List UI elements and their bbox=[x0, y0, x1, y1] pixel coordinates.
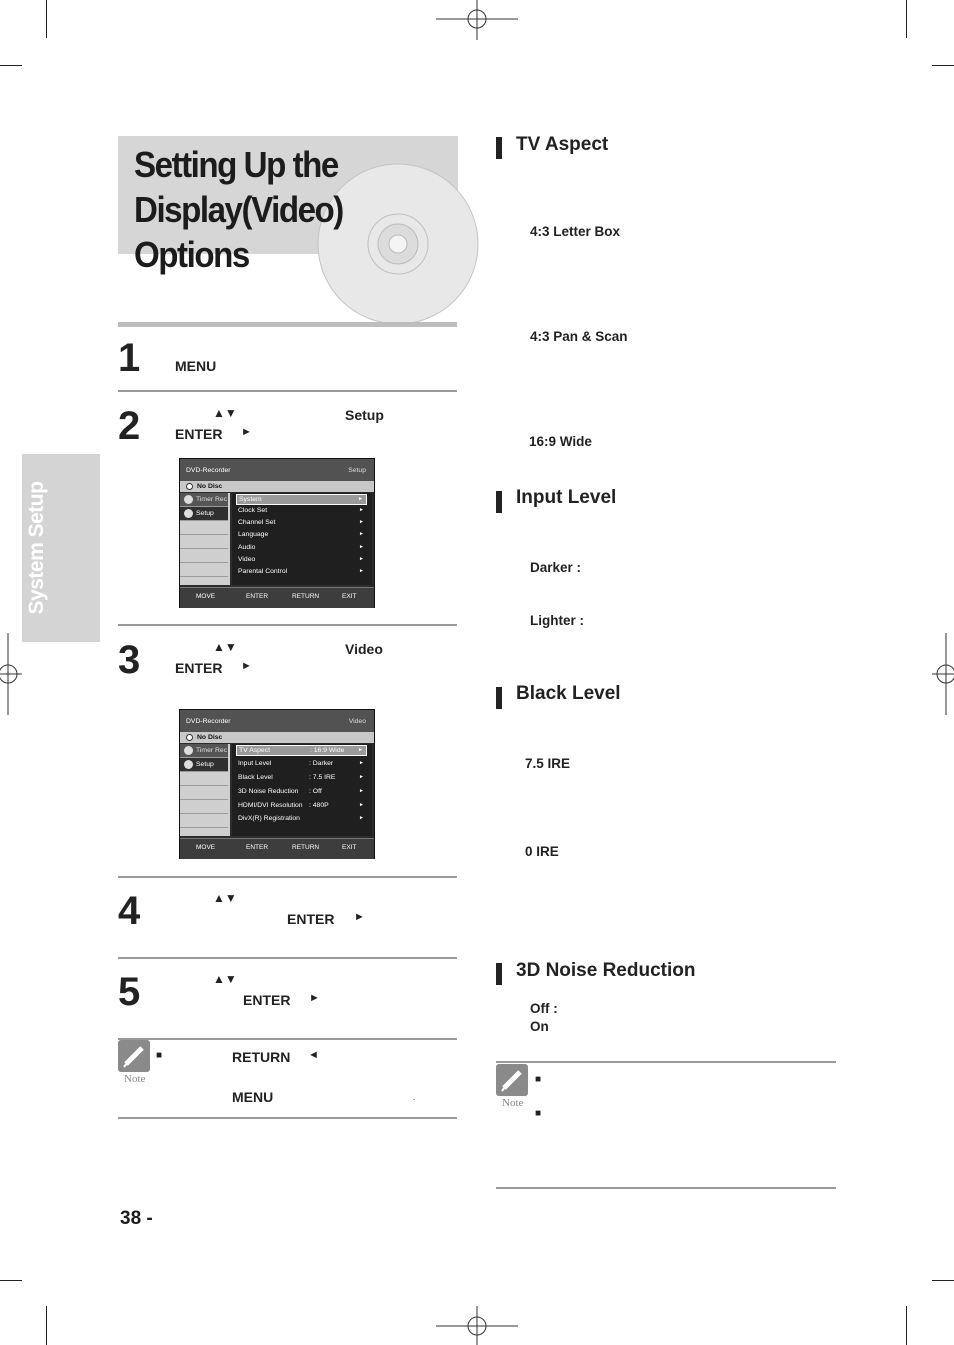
osd-left-column bbox=[180, 744, 230, 836]
osd-header bbox=[180, 459, 374, 481]
disc-icon bbox=[186, 483, 193, 490]
step-number: 4 bbox=[118, 889, 141, 933]
step-target: Video bbox=[345, 641, 383, 657]
side-tab-label: System Setup bbox=[25, 481, 48, 615]
bullet-icon: ■ bbox=[535, 1108, 542, 1119]
section-bar bbox=[496, 687, 502, 709]
clock-icon bbox=[184, 495, 193, 504]
note-pencil-icon bbox=[118, 1040, 150, 1072]
osd-footer-return: RETURN bbox=[292, 844, 320, 851]
osd-item-system[interactable]: System ► bbox=[236, 494, 367, 505]
divider bbox=[118, 876, 457, 878]
osd-nav-setup[interactable]: Setup bbox=[180, 507, 228, 521]
registration-mark-right bbox=[932, 633, 954, 715]
section-title-black-level: Black Level bbox=[516, 683, 621, 704]
section-title-noise-reduction: 3D Noise Reduction bbox=[516, 960, 696, 981]
osd-item-video[interactable]: Video ► bbox=[238, 556, 364, 563]
note-key-menu: MENU bbox=[232, 1089, 274, 1105]
page-title bbox=[134, 142, 438, 277]
option-0-ire: 0 IRE bbox=[525, 844, 559, 859]
crop-mark bbox=[906, 1306, 907, 1345]
note-period: . bbox=[413, 1093, 416, 1102]
osd-nav-empty bbox=[180, 786, 228, 800]
divider bbox=[118, 957, 457, 959]
option-wide: 16:9 Wide bbox=[529, 434, 592, 449]
osd-footer-enter: ENTER bbox=[246, 844, 269, 851]
left-arrow-icon: ◄ bbox=[308, 1049, 319, 1061]
osd-brand: DVD-Recorder bbox=[186, 718, 231, 725]
osd-item-3d-noise-reduction[interactable]: 3D Noise Reduction : Off ► bbox=[238, 788, 364, 795]
divider bbox=[118, 1117, 457, 1119]
step-target: Setup bbox=[345, 407, 384, 423]
step-key: ENTER bbox=[287, 911, 335, 927]
divider bbox=[496, 1061, 836, 1063]
step-key: ENTER bbox=[175, 660, 223, 676]
osd-header bbox=[180, 710, 374, 732]
right-arrow-icon: ► bbox=[241, 426, 252, 438]
step-number: 5 bbox=[118, 970, 141, 1014]
osd-item-language[interactable]: Language ► bbox=[238, 531, 364, 538]
osd-footer-exit: EXIT bbox=[342, 844, 357, 851]
osd-footer-enter: ENTER bbox=[246, 593, 269, 600]
step-key: ENTER bbox=[175, 426, 223, 442]
osd-menu bbox=[232, 493, 372, 585]
section-bar bbox=[496, 491, 502, 513]
title-line-2: Display(Video) Options bbox=[134, 189, 343, 275]
step-key: MENU bbox=[175, 358, 217, 374]
up-down-arrows-icon: ▲▼ bbox=[213, 891, 237, 905]
osd-item-audio[interactable]: Audio ► bbox=[238, 544, 364, 551]
bullet-icon: ■ bbox=[535, 1074, 542, 1085]
osd-disc-status bbox=[180, 732, 374, 743]
osd-nav-empty bbox=[180, 772, 228, 786]
right-arrow-icon: ► bbox=[354, 911, 365, 923]
crop-mark bbox=[906, 0, 907, 38]
osd-nav-empty bbox=[180, 814, 228, 828]
section-title-tv-aspect: TV Aspect bbox=[516, 134, 609, 155]
option-darker: Darker : bbox=[530, 560, 582, 575]
divider bbox=[118, 322, 457, 327]
section-bar bbox=[496, 963, 502, 985]
osd-item-hdmi-resolution[interactable]: HDMI/DVI Resolution : 480P ► bbox=[238, 802, 364, 809]
osd-nav-timer-rec[interactable]: Timer Rec bbox=[180, 744, 228, 758]
osd-item-clock-set[interactable]: Clock Set ► bbox=[238, 507, 364, 514]
osd-menu bbox=[232, 744, 372, 836]
up-down-arrows-icon: ▲▼ bbox=[213, 406, 237, 420]
osd-footer bbox=[180, 838, 374, 859]
note-label: Note bbox=[124, 1073, 146, 1085]
osd-footer-move: MOVE bbox=[196, 593, 216, 600]
osd-item-input-level[interactable]: Input Level : Darker ► bbox=[238, 760, 364, 767]
option-7-5-ire: 7.5 IRE bbox=[525, 756, 571, 771]
osd-item-tv-aspect[interactable]: TV Aspect : 16:9 Wide ► bbox=[236, 745, 367, 756]
osd-nav-empty bbox=[180, 549, 228, 563]
note-key-return: RETURN bbox=[232, 1049, 291, 1065]
title-banner bbox=[118, 136, 458, 275]
note-pencil-icon bbox=[496, 1064, 528, 1096]
crop-mark bbox=[932, 65, 954, 66]
osd-item-parental-control[interactable]: Parental Control ► bbox=[238, 568, 364, 575]
osd-item-black-level[interactable]: Black Level : 7.5 IRE ► bbox=[238, 774, 364, 781]
osd-section: Setup bbox=[348, 467, 366, 474]
osd-disc-label: No Disc bbox=[197, 734, 223, 741]
disc-icon bbox=[186, 734, 193, 741]
gear-icon bbox=[184, 509, 193, 518]
osd-screen-setup bbox=[179, 458, 375, 608]
gear-icon bbox=[184, 760, 193, 769]
osd-nav-setup[interactable]: Setup bbox=[180, 758, 228, 772]
osd-brand: DVD-Recorder bbox=[186, 467, 231, 474]
osd-disc-label: No Disc bbox=[197, 483, 223, 490]
option-lighter: Lighter : bbox=[530, 613, 584, 628]
osd-item-divx-registration[interactable]: DivX(R) Registration ► bbox=[238, 815, 364, 822]
crop-mark bbox=[0, 1280, 22, 1281]
pencil-icon bbox=[118, 1040, 150, 1072]
clock-icon bbox=[184, 746, 193, 755]
osd-nav-timer-rec[interactable]: Timer Rec bbox=[180, 493, 228, 507]
osd-section: Video bbox=[348, 718, 366, 725]
option-off: Off : bbox=[530, 1001, 558, 1016]
section-title-input-level: Input Level bbox=[516, 487, 617, 508]
right-arrow-icon: ► bbox=[309, 992, 320, 1004]
osd-item-channel-set[interactable]: Channel Set ► bbox=[238, 519, 364, 526]
step-number: 3 bbox=[118, 638, 141, 682]
registration-mark-left bbox=[0, 633, 22, 715]
osd-disc-status bbox=[180, 481, 374, 492]
section-bar bbox=[496, 137, 502, 159]
option-pan-scan: 4:3 Pan & Scan bbox=[530, 329, 628, 344]
crop-mark bbox=[46, 0, 47, 38]
osd-screen-video bbox=[179, 709, 375, 859]
osd-nav-empty bbox=[180, 535, 228, 549]
option-on: On bbox=[530, 1019, 549, 1034]
osd-footer-exit: EXIT bbox=[342, 593, 357, 600]
step-number: 2 bbox=[118, 404, 141, 448]
osd-footer-move: MOVE bbox=[196, 844, 216, 851]
crop-mark bbox=[46, 1306, 47, 1345]
title-line-1: Setting Up the bbox=[134, 144, 338, 185]
step-number: 1 bbox=[118, 336, 141, 380]
osd-footer-return: RETURN bbox=[292, 593, 320, 600]
step-key: ENTER bbox=[243, 992, 291, 1008]
bullet-icon: ■ bbox=[156, 1050, 163, 1061]
divider bbox=[496, 1187, 836, 1189]
osd-left-column bbox=[180, 493, 230, 585]
osd-footer bbox=[180, 587, 374, 608]
right-arrow-icon: ► bbox=[241, 660, 252, 672]
divider bbox=[118, 624, 457, 626]
osd-nav-empty bbox=[180, 563, 228, 577]
osd-nav-empty bbox=[180, 800, 228, 814]
divider bbox=[118, 1038, 457, 1040]
osd-nav-empty bbox=[180, 521, 228, 535]
registration-mark-bottom bbox=[436, 1306, 518, 1345]
registration-mark-top bbox=[436, 0, 518, 40]
divider bbox=[118, 390, 457, 392]
page-number: 38 - bbox=[120, 1208, 153, 1229]
crop-mark bbox=[932, 1280, 954, 1281]
up-down-arrows-icon: ▲▼ bbox=[213, 972, 237, 986]
option-letter-box: 4:3 Letter Box bbox=[530, 224, 621, 239]
up-down-arrows-icon: ▲▼ bbox=[213, 640, 237, 654]
crop-mark bbox=[0, 65, 22, 66]
pencil-icon bbox=[496, 1064, 528, 1096]
note-label: Note bbox=[502, 1097, 524, 1109]
